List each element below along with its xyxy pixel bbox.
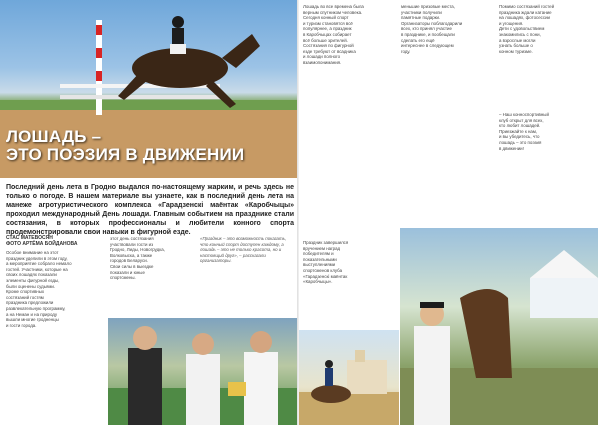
text-line: участники получили: [401, 9, 442, 15]
text-line: показать, что конный спорт: [200, 236, 287, 247]
text-line: рассказали организаторы.: [200, 252, 266, 264]
text-line: Свои силы в выездке: [110, 263, 154, 269]
text-line: езде требуют от всадника: [303, 48, 356, 54]
article-lead: Последний день лета в Гродно выдался по-настоящему жарким, и речь здесь не только о погоде. В нашем материале вы узнаете, как в последний день лета на манеже агротуристического комплекса «Гарадзенскі маёнтак «Каробчыцы» проходил международный День лошади. Главным событием на празднике стали состязания, в которых профессионалы и любители конного спорта продемонстрировали свои навыки в фигурной езде.: [6, 184, 294, 236]
text-line: Состязания по фигурной: [303, 43, 354, 49]
text-line: показательными: [303, 256, 337, 262]
text-line: году.: [401, 48, 411, 54]
body-column-4: [401, 4, 493, 224]
text-line: всё больше зрителей.: [303, 37, 348, 43]
photo-rider-castle: [299, 330, 399, 425]
text-line: гостей. Участники, которые на: [6, 266, 68, 272]
text-line: популярнее, а праздник: [303, 26, 352, 32]
text-line: и вы убедитесь, что: [499, 134, 540, 140]
text-line: и угощения.: [499, 20, 524, 26]
text-line: верным спутником человека.: [303, 9, 363, 15]
text-line: Сегодня конный спорт: [303, 15, 349, 21]
text-line: Приезжайте к нам,: [499, 128, 538, 134]
body-column-1: [6, 250, 78, 420]
text-line: памятные подарки.: [401, 15, 441, 21]
text-line: выступлениями: [303, 262, 336, 268]
text-line: праздника предложили: [6, 300, 54, 306]
title-line-1: ЛОШАДЬ –: [6, 127, 102, 146]
text-line: вручением наград: [303, 245, 341, 251]
text-line: а взрослые могли: [499, 37, 536, 43]
rider-castle-illustration: [299, 330, 399, 425]
text-line: в празднике, и пообещали: [401, 31, 455, 37]
text-line: лошадь – это поэзия: [499, 139, 542, 145]
text-line: Особое внимание на этот: [6, 250, 59, 255]
text-line: Организаторы поблагодарили: [401, 20, 463, 26]
text-line: всех, кто принял участие: [401, 26, 452, 32]
text-line: своих лошадях показали: [6, 272, 57, 278]
text-line: городов Беларуси.: [110, 258, 148, 264]
text-line: Помимо состязаний гостей: [499, 4, 555, 9]
text-line: взаимопонимания.: [303, 59, 342, 65]
text-line: Волковыска, а также: [110, 252, 153, 258]
text-line: были оценены судьями.: [6, 283, 56, 289]
text-line: и лошади полного: [303, 54, 341, 60]
text-line: участвовали гости из: [110, 241, 154, 247]
photo-credit: ФОТО АРТЁМА БОЙДАНОВА: [6, 241, 78, 247]
text-line: а мероприятие собрало немало: [6, 261, 72, 267]
text-line: показали и юные: [110, 269, 145, 275]
text-line: а на Неман и на природу: [6, 311, 58, 317]
text-line: и туризм становятся всё: [303, 20, 353, 26]
text-line: – Наш конноспортивный: [499, 112, 549, 117]
text-line: кто любит лошадей.: [499, 123, 541, 129]
text-line: «Каробчыцы».: [303, 279, 333, 285]
text-line: Дети с удовольствием: [499, 26, 545, 32]
body-column-6: [499, 112, 593, 212]
text-line: «Праздник – это возможность: [200, 236, 265, 241]
title-line-2: ЭТО ПОЭЗИЯ В ДВИЖЕНИИ: [6, 145, 245, 164]
text-line: конном туризме.: [499, 48, 533, 54]
pull-quote: [200, 236, 294, 314]
text-line: Гродно, Лиды, Новогрудка,: [110, 247, 165, 253]
text-line: и гости города.: [6, 322, 37, 328]
text-line: «Гарадзенскі маёнтак: [303, 273, 348, 279]
text-line: Лошадь во все времена была: [303, 4, 364, 9]
body-column-7: [303, 240, 395, 326]
text-line: победителям и: [303, 251, 334, 257]
photo-girl-with-horse: [400, 228, 598, 425]
text-line: клуб открыт для всех,: [499, 117, 544, 123]
text-line: Праздник завершился: [303, 240, 349, 245]
author: СТАС МАТЕВОСЯН: [6, 235, 53, 241]
photo-officials: [108, 318, 299, 425]
hero-photo-rider-jumping: [0, 0, 299, 178]
text-line: состязаний гостям: [6, 294, 44, 300]
text-line: праздник уделили в этом году,: [6, 255, 68, 261]
text-line: праздника ждали катание: [499, 9, 552, 15]
text-line: доступен каждому, а лошадь: [200, 241, 284, 253]
text-line: на лошадях, фотосессии: [499, 15, 550, 21]
byline: [6, 235, 86, 247]
body-column-2: [110, 236, 194, 314]
text-line: меньшие призовые места,: [401, 4, 455, 9]
girl-horse-illustration: [400, 228, 598, 425]
text-line: Кроме спортивных: [6, 289, 45, 295]
text-line: – это не только красота,: [216, 247, 272, 253]
text-line: спортсменов клуба: [303, 267, 343, 273]
text-line: вышли многие гродненцы: [6, 317, 59, 323]
article-title: [6, 128, 244, 164]
text-line: узнать больше о: [499, 43, 533, 49]
right-page: [299, 0, 598, 425]
text-line: спортсмены.: [110, 275, 136, 281]
text-line: знакомились с пони,: [499, 31, 541, 37]
text-line: развлекательную программу,: [6, 305, 66, 311]
text-line: в Каробчыцах собирает: [303, 31, 352, 37]
text-line: сделать его ещё: [401, 37, 435, 43]
text-line: интереснее в следующем: [401, 43, 454, 49]
text-line: этот день состязания: [110, 236, 154, 241]
text-line: но и настоящий друг», –: [200, 247, 282, 258]
officials-illustration: [108, 318, 299, 425]
body-column-5: [499, 4, 593, 104]
text-line: элементы фигурной езды,: [6, 277, 60, 283]
text-line: в движении!: [499, 145, 524, 151]
body-column-3: [303, 4, 395, 234]
